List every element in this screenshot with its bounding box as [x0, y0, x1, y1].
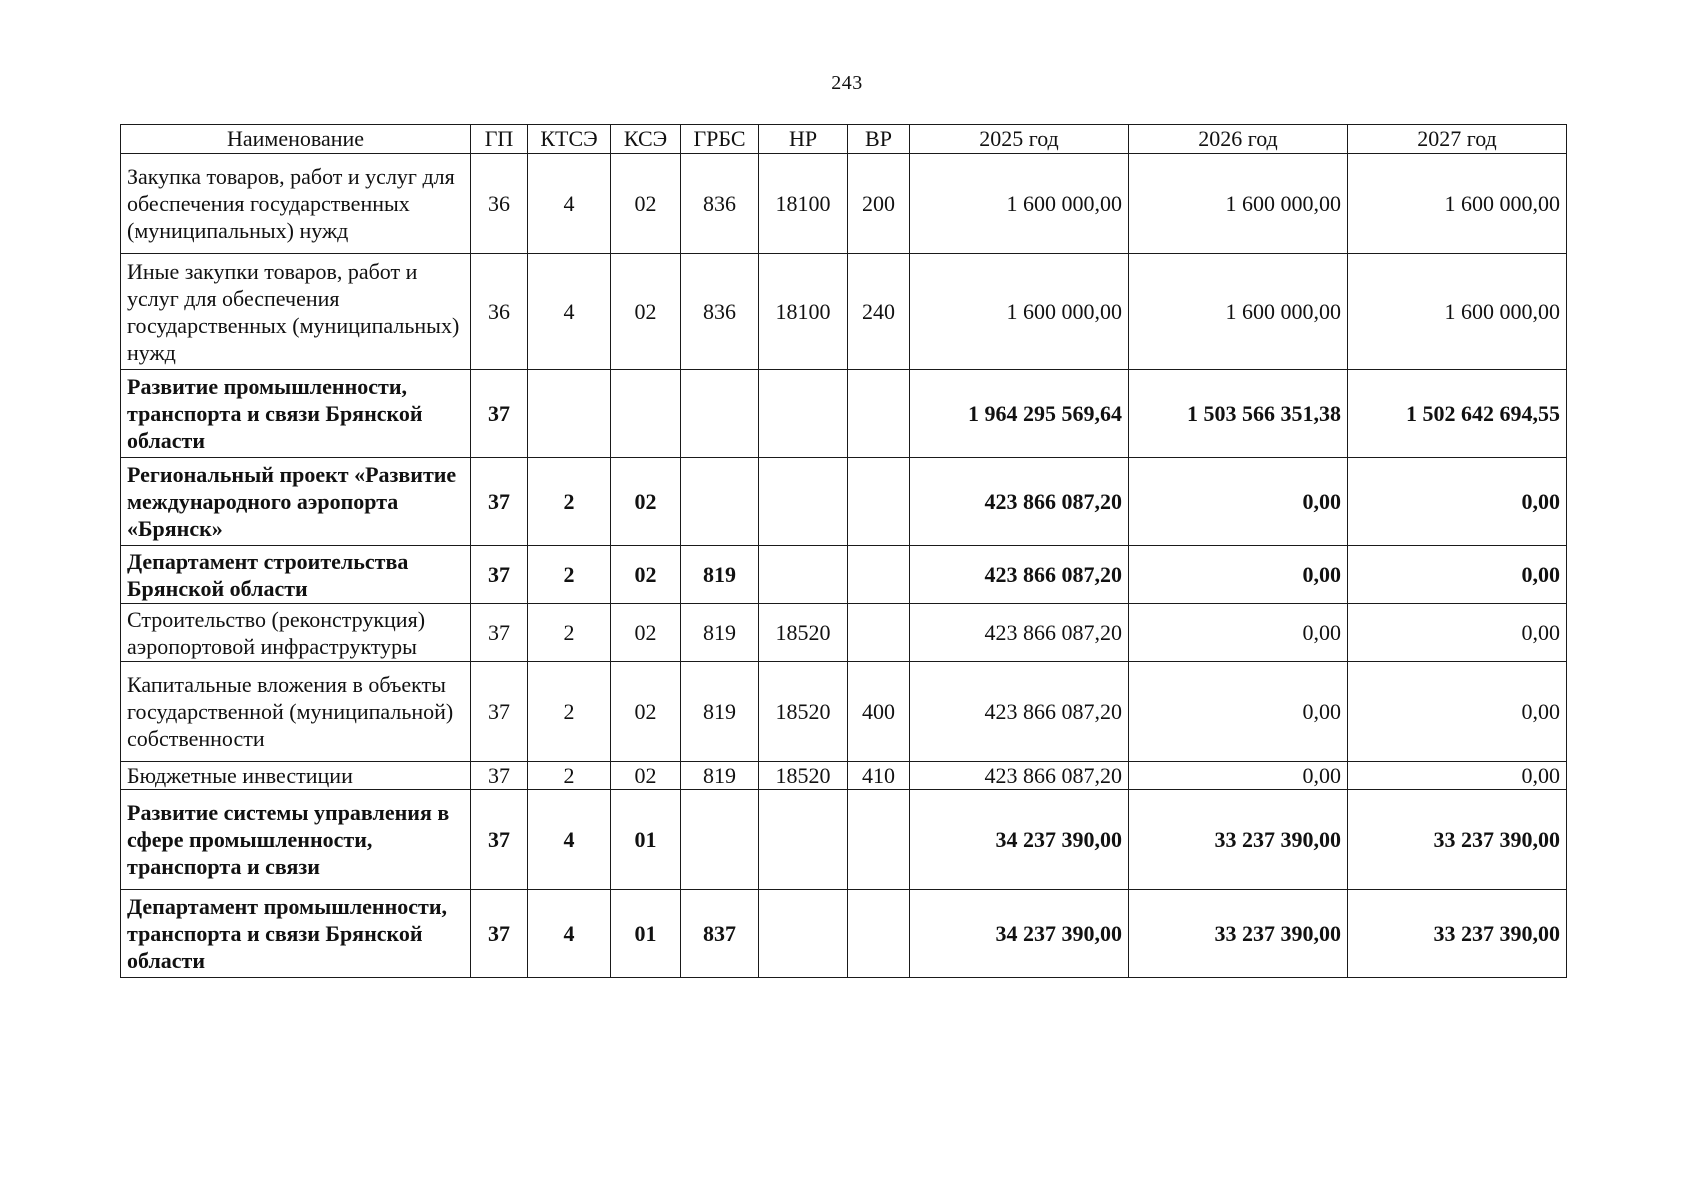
row-amount-2026: 33 237 390,00 — [1129, 890, 1348, 978]
row-amount-2026: 0,00 — [1129, 662, 1348, 762]
row-vr: 410 — [848, 762, 910, 790]
header-vr: ВР — [848, 125, 910, 154]
page-number: 243 — [831, 72, 863, 94]
row-grbs: 819 — [681, 546, 759, 604]
row-name: Развитие промышленности, транспорта и связи Брянской области — [121, 370, 471, 458]
row-amount-2026: 0,00 — [1129, 604, 1348, 662]
row-gp: 37 — [471, 604, 528, 662]
header-grbs: ГРБС — [681, 125, 759, 154]
row-amount-2027: 0,00 — [1348, 458, 1567, 546]
row-grbs: 836 — [681, 254, 759, 370]
table-row — [121, 370, 1567, 458]
table-row — [121, 546, 1567, 604]
table-row — [121, 762, 1567, 790]
row-kse: 02 — [611, 458, 681, 546]
row-grbs — [681, 458, 759, 546]
table-row — [121, 662, 1567, 762]
row-amount-2026: 0,00 — [1129, 546, 1348, 604]
row-amount-2025: 423 866 087,20 — [910, 458, 1129, 546]
row-vr — [848, 370, 910, 458]
row-nr: 18520 — [759, 662, 848, 762]
table-body — [121, 154, 1567, 978]
row-vr: 240 — [848, 254, 910, 370]
row-nr — [759, 890, 848, 978]
row-vr — [848, 890, 910, 978]
row-kse — [611, 370, 681, 458]
row-gp: 37 — [471, 762, 528, 790]
row-amount-2027: 0,00 — [1348, 662, 1567, 762]
row-amount-2027: 0,00 — [1348, 762, 1567, 790]
row-amount-2025: 423 866 087,20 — [910, 662, 1129, 762]
row-amount-2027: 0,00 — [1348, 546, 1567, 604]
row-nr — [759, 370, 848, 458]
row-name: Иные закупки товаров, работ и услуг для обеспечения государственных (муниципальных) нужд — [121, 254, 471, 370]
row-name: Капитальные вложения в объекты государственной (муниципальной) собственности — [121, 662, 471, 762]
row-ktse: 4 — [528, 790, 611, 890]
row-amount-2027: 1 600 000,00 — [1348, 254, 1567, 370]
header-2025: 2025 год — [910, 125, 1129, 154]
header-kse: КСЭ — [611, 125, 681, 154]
row-name: Бюджетные инвестиции — [121, 762, 471, 790]
row-amount-2027: 33 237 390,00 — [1348, 890, 1567, 978]
row-kse: 01 — [611, 790, 681, 890]
row-kse: 02 — [611, 546, 681, 604]
row-gp: 36 — [471, 154, 528, 254]
header-gp: ГП — [471, 125, 528, 154]
row-vr — [848, 790, 910, 890]
table-row — [121, 604, 1567, 662]
row-gp: 37 — [471, 790, 528, 890]
row-nr: 18100 — [759, 154, 848, 254]
row-kse: 02 — [611, 762, 681, 790]
row-amount-2026: 0,00 — [1129, 762, 1348, 790]
row-gp: 36 — [471, 254, 528, 370]
row-name: Департамент строительства Брянской области — [121, 546, 471, 604]
row-ktse — [528, 370, 611, 458]
row-name: Департамент промышленности, транспорта и связи Брянской области — [121, 890, 471, 978]
budget-table — [120, 124, 1567, 978]
row-grbs: 819 — [681, 604, 759, 662]
row-vr — [848, 546, 910, 604]
row-amount-2025: 423 866 087,20 — [910, 762, 1129, 790]
row-nr: 18100 — [759, 254, 848, 370]
row-amount-2027: 33 237 390,00 — [1348, 790, 1567, 890]
header-nr: НР — [759, 125, 848, 154]
row-ktse: 2 — [528, 604, 611, 662]
table-row — [121, 890, 1567, 978]
row-vr: 200 — [848, 154, 910, 254]
row-amount-2025: 34 237 390,00 — [910, 890, 1129, 978]
row-name: Строительство (реконструкция) аэропортовой инфраструктуры — [121, 604, 471, 662]
row-gp: 37 — [471, 662, 528, 762]
row-nr — [759, 790, 848, 890]
row-gp: 37 — [471, 890, 528, 978]
row-amount-2027: 1 502 642 694,55 — [1348, 370, 1567, 458]
row-amount-2026: 1 600 000,00 — [1129, 154, 1348, 254]
row-kse: 02 — [611, 604, 681, 662]
header-2027: 2027 год — [1348, 125, 1567, 154]
row-grbs: 836 — [681, 154, 759, 254]
row-ktse: 2 — [528, 662, 611, 762]
row-kse: 01 — [611, 890, 681, 978]
row-nr — [759, 546, 848, 604]
row-amount-2025: 1 600 000,00 — [910, 254, 1129, 370]
row-ktse: 2 — [528, 762, 611, 790]
row-ktse: 4 — [528, 254, 611, 370]
row-amount-2025: 423 866 087,20 — [910, 604, 1129, 662]
row-vr: 400 — [848, 662, 910, 762]
row-ktse: 2 — [528, 458, 611, 546]
row-amount-2026: 0,00 — [1129, 458, 1348, 546]
row-vr — [848, 458, 910, 546]
row-gp: 37 — [471, 458, 528, 546]
row-kse: 02 — [611, 154, 681, 254]
row-gp: 37 — [471, 370, 528, 458]
row-nr — [759, 458, 848, 546]
row-nr: 18520 — [759, 604, 848, 662]
row-grbs — [681, 370, 759, 458]
table-row — [121, 790, 1567, 890]
table-row — [121, 154, 1567, 254]
row-amount-2025: 1 600 000,00 — [910, 154, 1129, 254]
row-amount-2025: 423 866 087,20 — [910, 546, 1129, 604]
row-gp: 37 — [471, 546, 528, 604]
row-grbs: 819 — [681, 762, 759, 790]
table-row — [121, 458, 1567, 546]
row-name: Развитие системы управления в сфере промышленности, транспорта и связи — [121, 790, 471, 890]
row-name: Региональный проект «Развитие международного аэропорта «Брянск» — [121, 458, 471, 546]
row-name: Закупка товаров, работ и услуг для обеспечения государственных (муниципальных) нужд — [121, 154, 471, 254]
row-ktse: 4 — [528, 890, 611, 978]
row-amount-2027: 0,00 — [1348, 604, 1567, 662]
header-ktse: КТСЭ — [528, 125, 611, 154]
row-grbs: 837 — [681, 890, 759, 978]
row-ktse: 2 — [528, 546, 611, 604]
row-ktse: 4 — [528, 154, 611, 254]
row-grbs — [681, 790, 759, 890]
row-amount-2025: 34 237 390,00 — [910, 790, 1129, 890]
row-nr: 18520 — [759, 762, 848, 790]
row-amount-2026: 1 503 566 351,38 — [1129, 370, 1348, 458]
header-name: Наименование — [121, 125, 471, 154]
row-grbs: 819 — [681, 662, 759, 762]
row-amount-2027: 1 600 000,00 — [1348, 154, 1567, 254]
row-kse: 02 — [611, 662, 681, 762]
header-2026: 2026 год — [1129, 125, 1348, 154]
row-amount-2025: 1 964 295 569,64 — [910, 370, 1129, 458]
table-header-row — [121, 125, 1567, 154]
row-kse: 02 — [611, 254, 681, 370]
table-row — [121, 254, 1567, 370]
row-amount-2026: 33 237 390,00 — [1129, 790, 1348, 890]
row-amount-2026: 1 600 000,00 — [1129, 254, 1348, 370]
row-vr — [848, 604, 910, 662]
